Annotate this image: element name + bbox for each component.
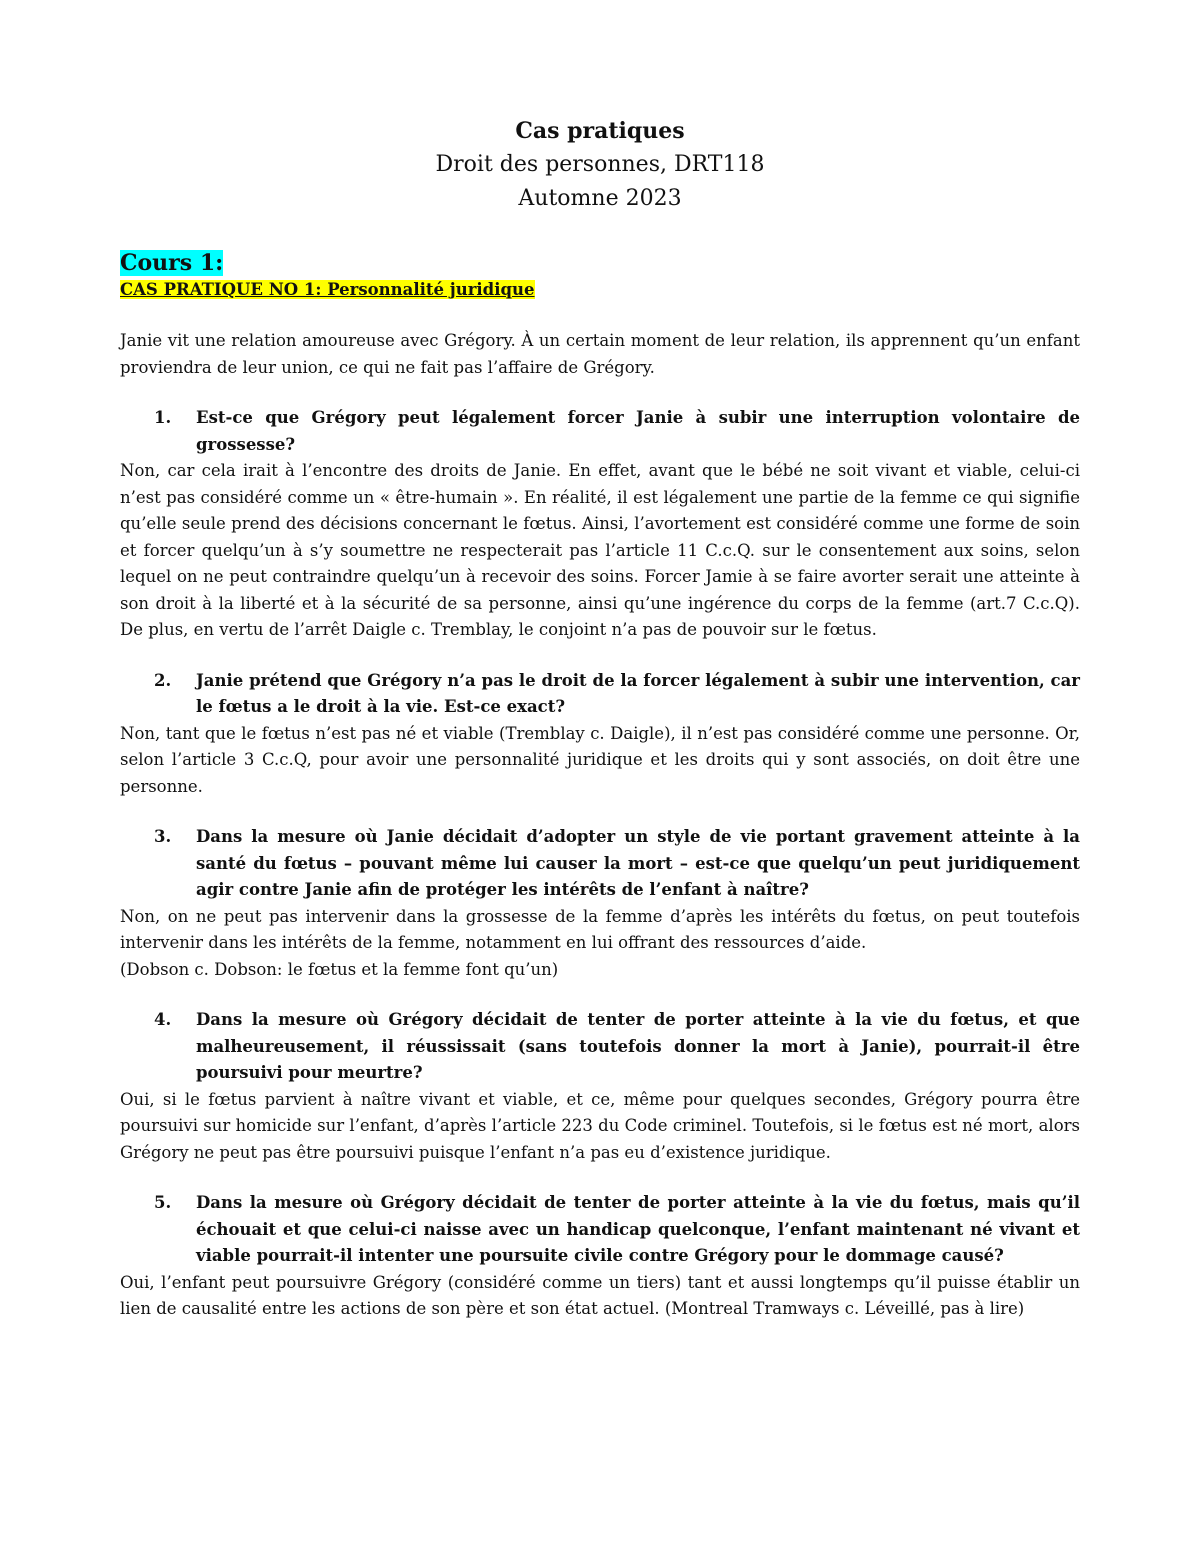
question-text: Dans la mesure où Grégory décidait de tenter de porter atteinte à la vie du fœtus, mais qu’il échouait et que celui-ci naisse avec un handicap quelconque, l’enfant maintenant né vivant et viable pourrait-il intenter une poursuite civile contre Grégory pour le dommage causé? (196, 1193, 1080, 1265)
question-3 (120, 824, 1080, 904)
answer-3-note: (Dobson c. Dobson: le fœtus et la femme font qu’un) (120, 959, 559, 979)
question-text: Est-ce que Grégory peut légalement forcer Janie à subir une interruption volontaire de grossesse? (196, 408, 1080, 454)
intro-paragraph: Janie vit une relation amoureuse avec Grégory. À un certain moment de leur relation, ils apprennent qu’un enfant proviendra de leur union, ce qui ne fait pas l’affaire de Grégory. (120, 331, 1080, 377)
question-1 (120, 405, 1080, 458)
case-title (120, 278, 1080, 302)
question-number: 4. (154, 1010, 172, 1029)
answer-2: Non, tant que le fœtus n’est pas né et viable (Tremblay c. Daigle), il n’est pas considéré comme une personne. Or, selon l’article 3 C.c.Q, pour avoir une personnalité juridique et les droits qui y sont associés, on doit être une personne. (120, 723, 1080, 796)
term-label: Automne 2023 (518, 186, 682, 211)
question-5 (120, 1190, 1080, 1270)
case-title-text: CAS PRATIQUE NO 1: Personnalité juridique (120, 280, 535, 299)
question-text: Janie prétend que Grégory n’a pas le droit de la forcer légalement à subir une intervention, car le fœtus a le droit à la vie. Est-ce exact? (196, 670, 1080, 716)
answer-4: Oui, si le fœtus parvient à naître vivant et viable, et ce, même pour quelques secondes, Grégory pourra être poursuivi sur homicide sur l’enfant, d’après l’article 223 du Code criminel. Toutefois, si le fœtus est né mort, alors Grégory ne peut pas être poursuivi puisque l’enfant n’a pas eu d’existence juridique. (120, 1089, 1080, 1162)
answer-3: Non, on ne peut pas intervenir dans la grossesse de la femme d’après les intérêts du fœtus, on peut toutefois intervenir dans les intérêts de la femme, notamment en lui offrant des ressources d’aide. (120, 906, 1080, 952)
course-heading (120, 248, 1080, 278)
answer-5: Oui, l’enfant peut poursuivre Grégory (considéré comme un tiers) tant et aussi longtemps qu’il puisse établir un lien de causalité entre les actions de son père et son état actuel. (Montreal Tramways c. Léveillé, pas à lire) (120, 1272, 1080, 1318)
document-title: Cas pratiques (515, 118, 685, 144)
title-block (0, 114, 1200, 216)
question-number: 3. (154, 827, 172, 846)
question-text: Dans la mesure où Janie décidait d’adopter un style de vie portant gravement atteinte à la santé du fœtus – pouvant même lui causer la mort – est-ce que quelqu’un peut juridiquement agir contre Janie afin de protéger les intérêts de l’enfant à naître? (196, 827, 1080, 899)
question-number: 2. (154, 670, 172, 690)
question-number: 5. (154, 1193, 172, 1212)
question-2 (120, 668, 1080, 721)
course-name: Droit des personnes, DRT118 (435, 152, 765, 177)
document-body (120, 248, 1080, 1323)
course-heading-text: Cours 1: (120, 250, 224, 276)
question-text: Dans la mesure où Grégory décidait de tenter de porter atteinte à la vie du fœtus, et que malheureusement, il réussissait (sans toutefois donner la mort à Janie), pourrait-il être poursuivi pour meurtre? (196, 1010, 1080, 1082)
answer-1: Non, car cela irait à l’encontre des droits de Janie. En effet, avant que le bébé ne soit vivant et viable, celui-ci n’est pas considéré comme un « être-humain ». En réalité, il est légalement une partie de la femme ce qui signifie qu’elle seule prend des décisions concernant le fœtus. Ainsi, l’avortement est considéré comme une forme de soin et forcer quelqu’un à s’y soumettre ne respecterait pas l’article 11 C.c.Q. sur le consentement aux soins, selon lequel on ne peut contraindre quelqu’un à recevoir des soins. Forcer Jamie à se faire avorter serait une atteinte à son droit à la liberté et à la sécurité de sa personne, ainsi qu’une ingérence du corps de la femme (art.7 C.c.Q). De plus, en vertu de l’arrêt Daigle c. Tremblay, le conjoint n’a pas de pouvoir sur le fœtus. (120, 461, 1080, 639)
question-4 (120, 1007, 1080, 1087)
question-number: 1. (154, 408, 172, 427)
